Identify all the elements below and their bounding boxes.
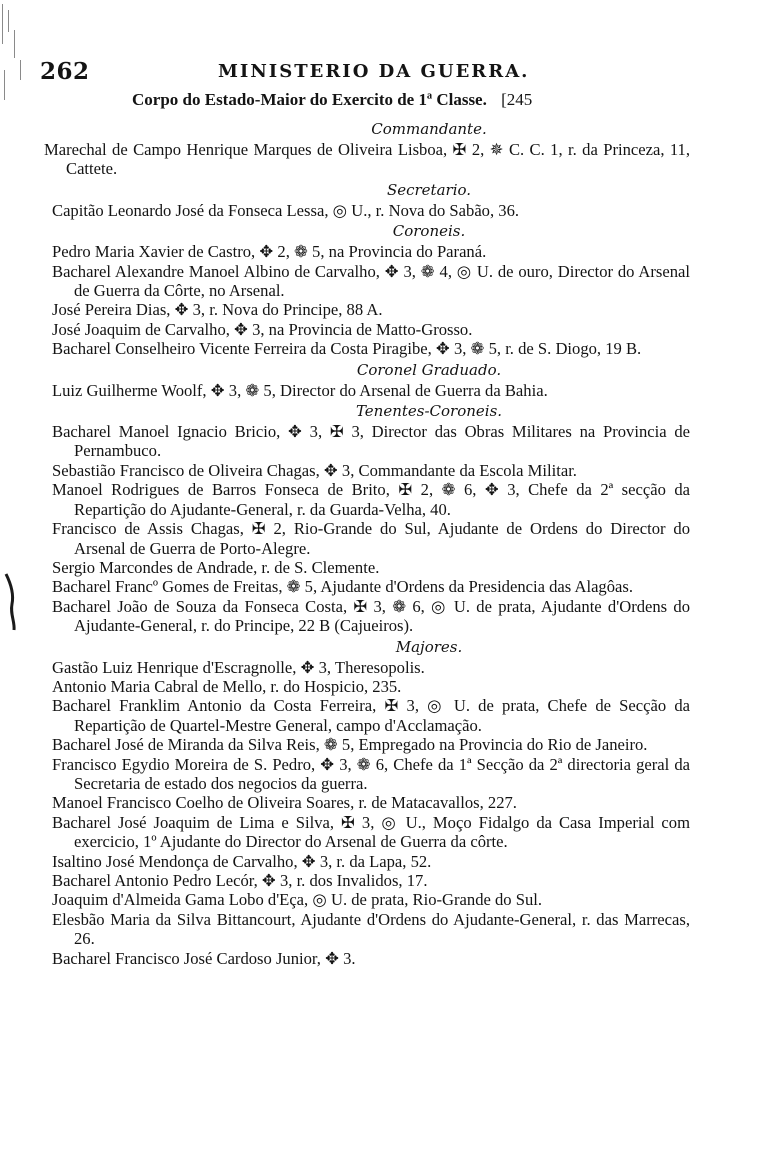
roster-entry: Francisco de Assis Chagas, ✠ 2, Rio-Grande do Sul, Ajudante de Ordens do Director do Arsenal de Guerra de Porto-Alegre. <box>52 519 690 558</box>
page-header <box>38 58 698 88</box>
roster-entry: Antonio Maria Cabral de Mello, r. do Hospicio, 235. <box>52 676 402 696</box>
roster-entry: Manoel Francisco Coelho de Oliveira Soares, r. de Matacavallos, 227. <box>52 793 517 813</box>
roster-entry: José Pereira Dias, ✥ 3, r. Nova do Principe, 88 A. <box>52 300 383 320</box>
section-title: Tenentes-Coroneis. <box>355 402 503 421</box>
roster-entry: Pedro Maria Xavier de Castro, ✥ 2, ❁ 5, na Provincia do Paraná. <box>52 242 487 262</box>
section-title: Coroneis. <box>392 222 466 241</box>
roster-entry: Gastão Luiz Henrique d'Escragnolle, ✥ 3, Theresopolis. <box>52 657 425 677</box>
running-head: MINISTERIO DA GUERRA. <box>218 61 530 82</box>
roster-entry: Francisco Egydio Moreira de S. Pedro, ✥ 3, ❁ 6, Chefe da 1ª Secção da 2ª directoria geral da Secretaria de estado dos negocios da guerra. <box>52 754 690 793</box>
section-title: Commandante. <box>371 120 487 138</box>
roster-entry: Manoel Rodrigues de Barros Fonseca de Brito, ✠ 2, ❁ 6, ✥ 3, Chefe da 2ª secção da Repartição do Ajudante-General, r. da Guarda-Velha, 40. <box>52 480 690 519</box>
roster-entry: Marechal de Campo Henrique Marques de Oliveira Lisboa, ✠ 2, ✵ C. C. 1, r. da Princeza, 11, Cattete. <box>44 140 690 179</box>
roster-entry: Bacharel José Joaquim de Lima e Silva, ✠ 3, ◎ U., Moço Fidalgo da Casa Imperial com exercicio, 1º Ajudante do Director do Arsenal de Guerra da côrte. <box>52 812 690 852</box>
document-body <box>0 118 768 968</box>
roster-entry: Bacharel Franklim Antonio da Costa Ferreira, ✠ 3, ◎ U. de prata, Chefe de Secção da Repartição de Quartel-Mestre General, campo d'Acclamação. <box>52 696 690 735</box>
roster-entry: Capitão Leonardo José da Fonseca Lessa, ◎ U., r. Nova do Sabão, 36. <box>52 200 520 220</box>
roster-entry: Bacharel José de Miranda da Silva Reis, ❁ 5, Empregado na Provincia do Rio de Janeiro. <box>52 735 648 755</box>
roster-entry: Bacharel Alexandre Manoel Albino de Carvalho, ✥ 3, ❁ 4, ◎ U. de ouro, Director do Arsenal de Guerra da Côrte, no Arsenal. <box>52 261 690 301</box>
roster-entry: Elesbão Maria da Silva Bittancourt, Ajudante d'Ordens do Ajudante-General, r. das Marrecas, 26. <box>52 909 690 949</box>
page-code: [245 <box>501 90 533 109</box>
roster-entry: Bacharel Francº Gomes de Freitas, ❁ 5, Ajudante d'Ordens da Presidencia das Alagôas. <box>52 577 633 597</box>
roster-entry: Sergio Marcondes de Andrade, r. de S. Clemente. <box>52 557 380 577</box>
roster-entry: Bacharel Antonio Pedro Lecór, ✥ 3, r. dos Invalidos, 17. <box>52 871 428 890</box>
roster-entry: Bacharel Conselheiro Vicente Ferreira da Costa Piragibe, ✥ 3, ❁ 5, r. de S. Diogo, 19 B. <box>52 339 642 359</box>
section-title: Coronel Graduado. <box>356 360 502 379</box>
roster-entry: Bacharel Francisco José Cardoso Junior, ✥ 3. <box>52 948 356 968</box>
page-number: 262 <box>40 58 90 85</box>
roster-entry: Sebastião Francisco de Oliveira Chagas, ✥ 3, Commandante da Escola Militar. <box>52 460 577 480</box>
section-subheader <box>132 90 692 116</box>
section-title: Majores. <box>395 637 463 656</box>
subheader-title: Corpo do Estado-Maior do Exercito de 1ª Classe. <box>132 90 487 109</box>
roster-entry: Isaltino José Mendonça de Carvalho, ✥ 3, r. da Lapa, 52. <box>52 851 432 871</box>
roster-entry: Luiz Guilherme Woolf, ✥ 3, ❁ 5, Director do Arsenal de Guerra da Bahia. <box>52 380 548 400</box>
roster-entry: Bacharel Manoel Ignacio Bricio, ✥ 3, ✠ 3, Director das Obras Militares na Provincia de Pernambuco. <box>52 422 690 461</box>
roster-entry: José Joaquim de Carvalho, ✥ 3, na Provincia de Matto-Grosso. <box>52 319 473 339</box>
section-title: Secretario. <box>386 180 472 199</box>
roster-entry: Bacharel João de Souza da Fonseca Costa, ✠ 3, ❁ 6, ◎ U. de prata, Ajudante d'Ordens do Ajudante-General, r. do Principe, 22 B (Cajueiros). <box>52 596 690 636</box>
roster-entry: Joaquim d'Almeida Gama Lobo d'Eça, ◎ U. de prata, Rio-Grande do Sul. <box>52 890 543 910</box>
